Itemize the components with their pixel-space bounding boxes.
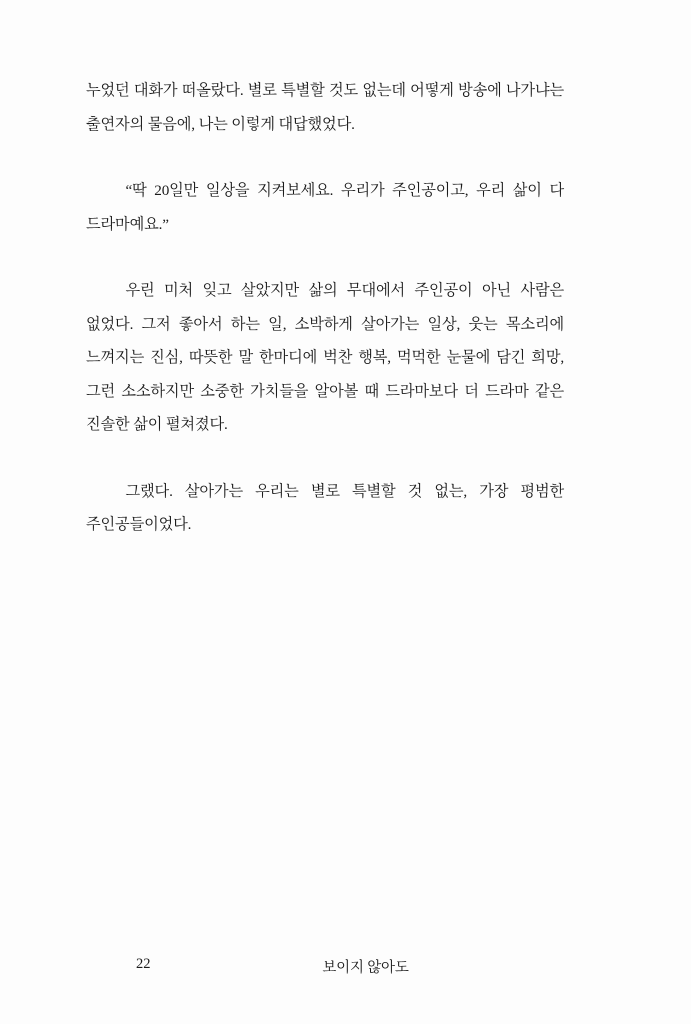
body-paragraph-2-quote: “딱 20일만 일상을 지켜보세요. 우리가 주인공이고, 우리 삶이 다 드라마예요.”	[86, 182, 564, 233]
body-paragraph-1: 누었던 대화가 떠올랐다. 별로 특별할 것도 없는데 어떻게 방송에 나가냐는 출연자의 물음에, 나는 이렇게 대답했었다.	[86, 82, 564, 133]
page-body	[86, 74, 564, 542]
body-paragraph-3: 우린 미처 잊고 살았지만 삶의 무대에서 주인공이 아닌 사람은 없었다. 그저 좋아서 하는 일, 소박하게 살아가는 일상, 웃는 목소리에 느껴지는 진심, 따뜻한 말 한마디에 벅찬 행복, 먹먹한 눈물에 담긴 희망, 그런 소소하지만 소중한 가치들을 알아볼 때 드라마보다 더 드라마 같은 진솔한 삶이 펼쳐졌다.	[86, 282, 564, 433]
paragraph-spacer	[86, 442, 564, 475]
page-footer	[0, 956, 691, 978]
page-number: 22	[136, 956, 151, 972]
paragraph-spacer	[86, 141, 564, 174]
paragraph-spacer	[86, 241, 564, 274]
body-paragraph-4: 그랬다. 살아가는 우리는 별로 특별할 것 없는, 가장 평범한 주인공들이었다.	[86, 482, 564, 533]
running-title: 보이지 않아도	[322, 960, 409, 976]
